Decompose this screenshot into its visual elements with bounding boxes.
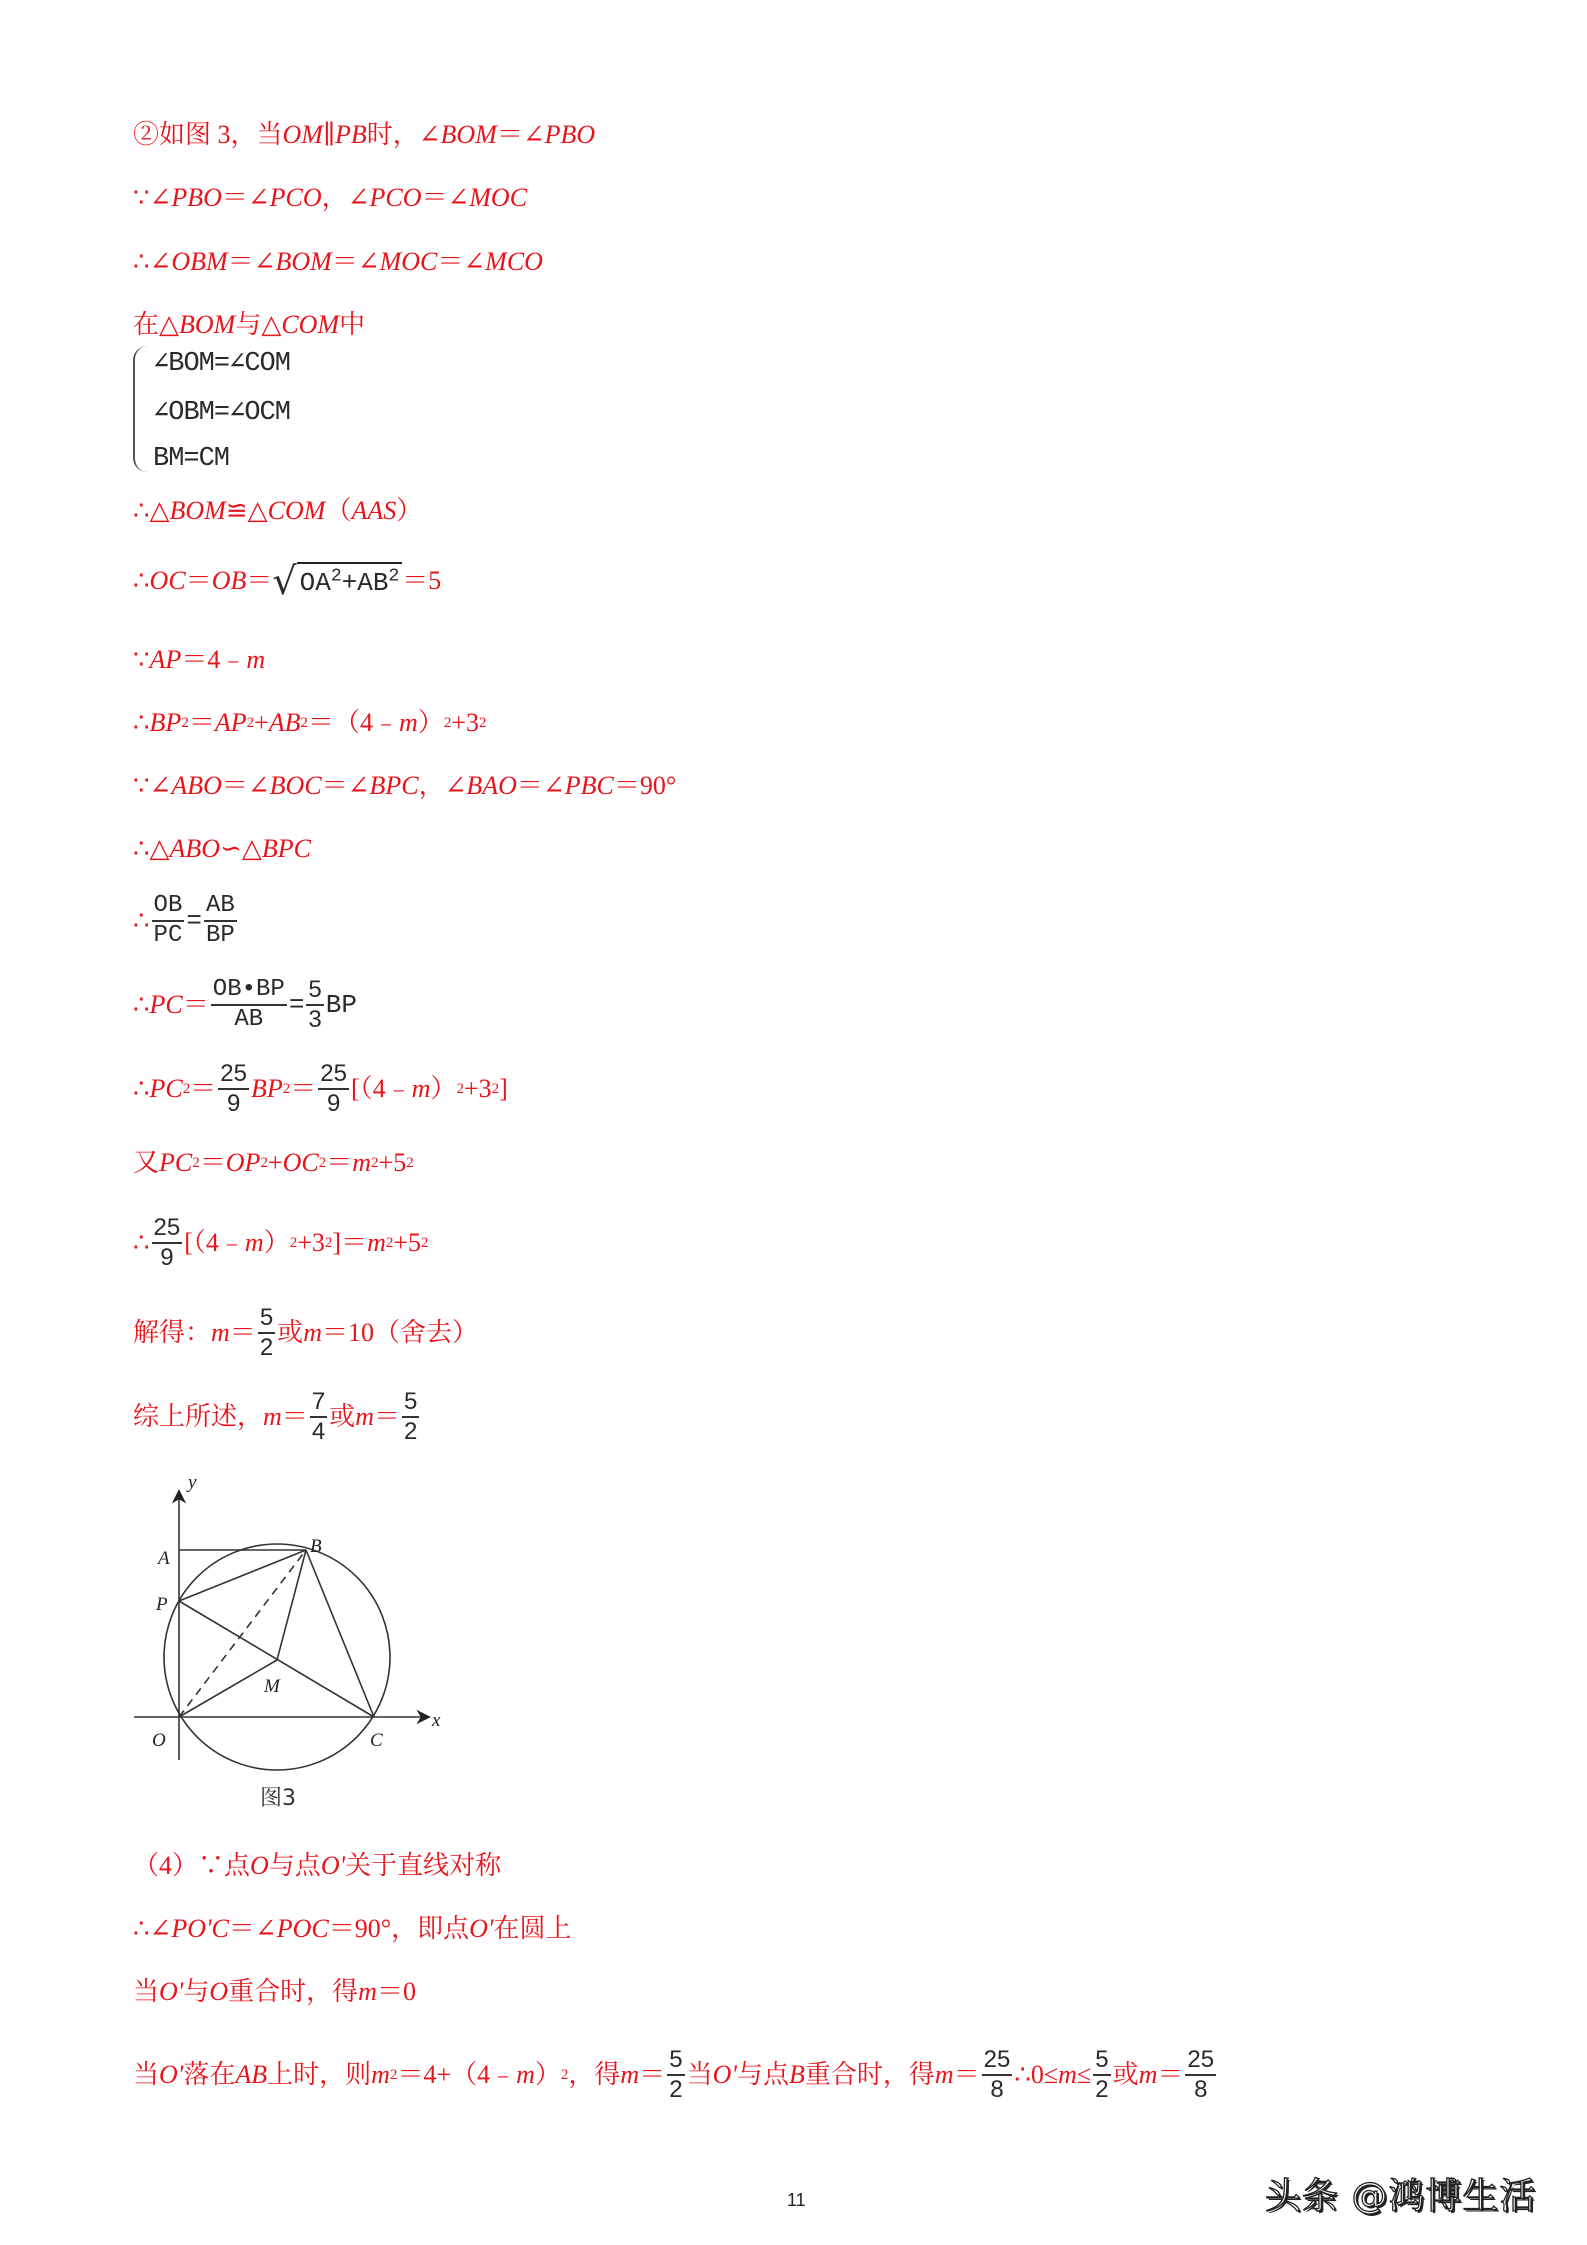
fraction [402, 1388, 419, 1446]
text: ∴ [133, 906, 150, 935]
text: ∴∠ [133, 247, 172, 276]
equation-system [133, 346, 290, 476]
text: ＝ [199, 1148, 226, 1177]
math: AAS [351, 496, 397, 525]
line-12 [133, 970, 357, 1040]
text: 当 [133, 2060, 160, 2089]
text: ＝∠ [437, 247, 486, 276]
math: B [788, 2060, 805, 2089]
watermark: 头条 @鸿博生活 [1265, 2176, 1537, 2217]
denominator: 2 [259, 1334, 274, 1361]
math: ABO [171, 771, 222, 800]
line-4 [133, 308, 365, 342]
math: O' [469, 1914, 494, 1943]
line-2 [133, 181, 527, 215]
text: ∴0≤ [1014, 2060, 1059, 2089]
math: m [934, 2060, 954, 2089]
text: ] [499, 1074, 508, 1103]
figure-caption: 图3 [260, 1786, 296, 1811]
text: ∴△ [133, 834, 170, 863]
math: m [516, 2060, 535, 2089]
text: = [186, 906, 202, 936]
denominator: 2 [1095, 2076, 1109, 2103]
math: PCO [269, 183, 322, 212]
line-1 [133, 118, 595, 152]
text: ＝∠ [496, 120, 545, 149]
denominator: BP [205, 922, 235, 949]
numerator: 25 [982, 2046, 1013, 2076]
line-21: 当 O' 落在 AB 上时，则 m 2 ＝4+（4﹣ m ） 2 ，得 m ＝ $\frac{5}{2}$ 当 O' 与点 B 重合时，得 m ＝ $\frac{25}{8}$ ∴0≤ m ≤ $\frac{5}{2}$ 或 m ＝ $\frac{25}{8}$ [133, 2046, 1215, 2103]
math: O [209, 1977, 229, 2006]
left-brace-icon [133, 346, 149, 472]
text: ∵∠ [133, 183, 172, 212]
text: ＝ [373, 1402, 400, 1431]
math: BOM [440, 120, 497, 149]
fraction [310, 1388, 327, 1446]
numerator: 7 [310, 1388, 327, 1418]
text: 重合时，得 [804, 2060, 935, 2089]
line-15: ∴ $\frac{25}{9}$ [（4﹣ m ） 2 +3 2 ]＝ m 2 +5 2 [133, 1214, 429, 1271]
math: MCO [485, 247, 543, 276]
text: 与 [183, 1977, 210, 2006]
label-m: M [264, 1676, 280, 1697]
line-7 [133, 643, 265, 677]
text: ＝∠ [221, 771, 270, 800]
math: BP [149, 708, 182, 737]
math: m [367, 1228, 386, 1257]
line-9 [133, 769, 676, 803]
label-y: y [188, 1472, 197, 1493]
math: AB [268, 708, 301, 737]
math: m [211, 1318, 230, 1347]
text: ＝4+（4﹣ [397, 2060, 517, 2089]
text: ∴ [133, 990, 150, 1019]
math: O' [320, 1851, 346, 1880]
math: OC [149, 566, 186, 595]
text: ＝∠ [228, 1914, 277, 1943]
fraction [1185, 2046, 1216, 2104]
text: ，∠ [418, 771, 467, 800]
text: 与△ [235, 310, 282, 339]
numerator: 5 [258, 1304, 275, 1334]
text: ＝5 [402, 566, 442, 595]
radical-icon: √ [272, 559, 297, 603]
text: ＝ [953, 2060, 980, 2089]
text: +3 [297, 1228, 325, 1257]
math: O' [712, 2060, 737, 2089]
math: m [620, 2060, 640, 2089]
text: ＝ [1157, 2060, 1184, 2089]
label-a: A [158, 1548, 170, 1569]
denominator: 9 [226, 1090, 241, 1117]
text: ∴∠ [133, 1914, 172, 1943]
fraction [218, 1060, 249, 1118]
numerator: 25 [318, 1060, 349, 1090]
text: ＝∠ [227, 247, 276, 276]
text: BP [325, 990, 357, 1020]
numerator: 25 [152, 1214, 183, 1244]
math: OB [211, 566, 247, 595]
math: m [352, 1148, 372, 1177]
text: 在△ [133, 310, 179, 339]
math: AP [214, 708, 247, 737]
text: ＝（4﹣ [308, 708, 400, 737]
numerator: 5 [667, 2046, 684, 2076]
label-x: x [432, 1710, 441, 1731]
numerator: OB•BP [211, 976, 287, 1006]
text: 落在 [183, 2060, 236, 2089]
line-5 [133, 494, 422, 528]
text: ＝ [290, 1074, 317, 1103]
text: ∴ [133, 708, 150, 737]
text: ]＝ [332, 1228, 368, 1257]
text: OA [299, 568, 331, 598]
text: ） [430, 1074, 457, 1103]
math: MOC [379, 247, 438, 276]
label-o: O [152, 1730, 166, 1751]
text: ＝∠ [516, 771, 565, 800]
math: m [246, 645, 266, 674]
math: BOM [169, 496, 226, 525]
figure-3-diagram [130, 1470, 450, 1820]
fraction [318, 1060, 349, 1118]
text: 或 [1112, 2060, 1139, 2089]
math: m [1058, 2060, 1077, 2089]
line-18 [133, 1849, 501, 1883]
denominator: 9 [160, 1244, 174, 1271]
text: ＝4﹣ [181, 645, 247, 674]
text: 与点 [268, 1851, 321, 1880]
fraction [667, 2046, 684, 2104]
numerator: 5 [402, 1388, 419, 1418]
text: 解得： [133, 1318, 212, 1347]
math: m [244, 1228, 264, 1257]
line-3 [133, 245, 543, 279]
math: PBO [544, 120, 596, 149]
fraction [211, 976, 287, 1034]
system-line-3: BM=CM [153, 444, 230, 474]
text: ＝∠ [331, 247, 380, 276]
text: ∴ [133, 566, 150, 595]
text: ＝ [281, 1402, 308, 1431]
math: PC [159, 1148, 193, 1177]
math: OP [225, 1148, 261, 1177]
line-16 [133, 1298, 478, 1368]
label-p: P [156, 1594, 168, 1615]
text: 与点 [736, 2060, 789, 2089]
text: +3 [451, 708, 480, 737]
math: COM [281, 310, 340, 339]
text: 关于直线对称 [345, 1851, 502, 1880]
line-19 [133, 1912, 571, 1946]
numerator: AB [204, 892, 237, 922]
math: m [355, 1402, 374, 1431]
system-line-1: ∠BOM=∠COM [153, 349, 290, 379]
text: ＝∠ [221, 183, 270, 212]
math: PO'C [171, 1914, 229, 1943]
text: +3 [463, 1074, 492, 1103]
denominator: 8 [1194, 2076, 1208, 2103]
text: ） [417, 708, 444, 737]
math: COM [267, 496, 326, 525]
denominator: 8 [990, 2076, 1004, 2103]
label-b: B [310, 1536, 322, 1557]
text: ＝10（舍去） [321, 1318, 478, 1347]
text: ＝∠ [421, 183, 470, 212]
exponent: 2 [330, 566, 342, 587]
text: ＝ [246, 566, 273, 595]
line-17 [133, 1382, 421, 1452]
math: POC [276, 1914, 329, 1943]
fraction [1093, 2046, 1110, 2104]
denominator: 4 [311, 1418, 326, 1445]
math: AB [235, 2060, 268, 2089]
page-number: 11 [787, 2190, 806, 2210]
math: m [399, 708, 418, 737]
fraction [204, 892, 237, 950]
text: [（4﹣ [350, 1074, 412, 1103]
math: m [411, 1074, 431, 1103]
parallel-symbol: ∥ [322, 120, 335, 149]
text: ∴ [133, 1228, 150, 1257]
text: ＝ [182, 990, 209, 1019]
line-11 [133, 886, 239, 956]
text: ＝90°，即点 [328, 1914, 470, 1943]
math: ABO [169, 834, 221, 863]
text: = [288, 990, 305, 1020]
text: ＝ [639, 2060, 666, 2089]
denominator: 9 [326, 1090, 341, 1117]
text: + [254, 708, 269, 737]
math: BPC [261, 834, 311, 863]
text: （4）∵点 [133, 1851, 251, 1880]
math: BAO [466, 771, 517, 800]
square-root [272, 559, 402, 603]
math: AP [149, 645, 182, 674]
math: MOC [469, 183, 528, 212]
text: ） [263, 1228, 290, 1257]
fraction [306, 976, 323, 1034]
text: 当 [686, 2060, 713, 2089]
fraction [258, 1304, 275, 1362]
system-line-2: ∠OBM=∠OCM [153, 398, 290, 428]
line-10 [133, 832, 311, 866]
text: （ [325, 496, 352, 525]
text: +AB [341, 568, 389, 598]
text: ∴ [133, 1074, 150, 1103]
numerator: 5 [1093, 2046, 1110, 2076]
text: ≌△ [225, 496, 268, 525]
text: 重合时，得 [228, 1977, 359, 2006]
text: +5 [393, 1228, 422, 1257]
text: 或 [329, 1402, 356, 1431]
math: m [358, 1977, 377, 2006]
math: PBO [171, 183, 222, 212]
math: PCO [369, 183, 422, 212]
math: BP [251, 1074, 283, 1103]
line-8: ∴ BP 2 ＝ AP 2 + AB 2 ＝（4﹣ m ） 2 +3 2 [133, 706, 487, 740]
text: ∽△ [220, 834, 262, 863]
denominator: PC [153, 922, 183, 949]
geometry-diagram-icon [130, 1470, 450, 1820]
text: ＝ [185, 566, 212, 595]
text: ＝ [326, 1148, 353, 1177]
math: O' [159, 2060, 184, 2089]
math: m [1138, 2060, 1158, 2089]
exponent: 2 [388, 566, 400, 587]
math: PC [149, 990, 183, 1019]
math: O [250, 1851, 269, 1880]
fraction [152, 1214, 183, 1272]
text: ＝ [190, 1074, 217, 1103]
text: ＝ [188, 708, 215, 737]
math: m [303, 1318, 322, 1347]
math: PBC [564, 771, 614, 800]
math: PC [149, 1074, 183, 1103]
text: ≤ [1076, 2060, 1092, 2089]
text: +5 [378, 1148, 407, 1177]
text: 上时，则 [267, 2060, 372, 2089]
text: 综上所述， [133, 1402, 264, 1431]
math: OM [282, 120, 323, 149]
text: ②如图 3，当 [133, 120, 283, 149]
text: ） [396, 496, 423, 525]
text: ，得 [568, 2060, 621, 2089]
fraction [982, 2046, 1013, 2104]
math: OBM [171, 247, 228, 276]
text: ＝ [229, 1318, 256, 1347]
text: 或 [277, 1318, 304, 1347]
numerator: 25 [1185, 2046, 1216, 2076]
line-14: 又 PC 2 ＝ OP 2 + OC 2 ＝ m 2 +5 2 [133, 1146, 414, 1180]
fraction [152, 892, 185, 950]
math: O' [159, 1977, 184, 2006]
numerator: OB [152, 892, 185, 922]
text: ） [534, 2060, 561, 2089]
math: OC [282, 1148, 319, 1177]
text: ∵ [133, 645, 150, 674]
text: ∵∠ [133, 771, 172, 800]
line-13: ∴ PC 2 ＝ $\frac{25}{9}$ BP 2 ＝ $\frac{25}{9}$ [（4﹣ m ） 2 +3 2 ] [133, 1060, 508, 1117]
text: ＝90° [613, 771, 677, 800]
denominator: AB [234, 1006, 264, 1033]
denominator: 3 [308, 1006, 322, 1033]
denominator: 2 [403, 1418, 418, 1445]
math: m [263, 1402, 282, 1431]
line-6 [133, 559, 442, 603]
text: [（4﹣ [184, 1228, 245, 1257]
line-20 [133, 1975, 416, 2009]
text: ＝0 [376, 1977, 416, 2006]
text: ＝∠ [321, 771, 370, 800]
numerator: 5 [306, 976, 323, 1006]
text: 中 [339, 310, 366, 339]
text: ∴△ [133, 496, 170, 525]
numerator: 25 [218, 1060, 249, 1090]
text: 又 [133, 1148, 160, 1177]
math: BOM [179, 310, 236, 339]
label-c: C [370, 1730, 383, 1751]
text: 时，∠ [366, 120, 441, 149]
math: BOM [275, 247, 332, 276]
text: 在圆上 [493, 1914, 572, 1943]
text: ，∠ [321, 183, 370, 212]
math: m [371, 2060, 390, 2089]
text: + [267, 1148, 283, 1177]
text: 当 [133, 1977, 160, 2006]
denominator: 2 [669, 2076, 683, 2103]
math: BOC [269, 771, 322, 800]
math: BPC [369, 771, 419, 800]
math: PB [334, 120, 367, 149]
